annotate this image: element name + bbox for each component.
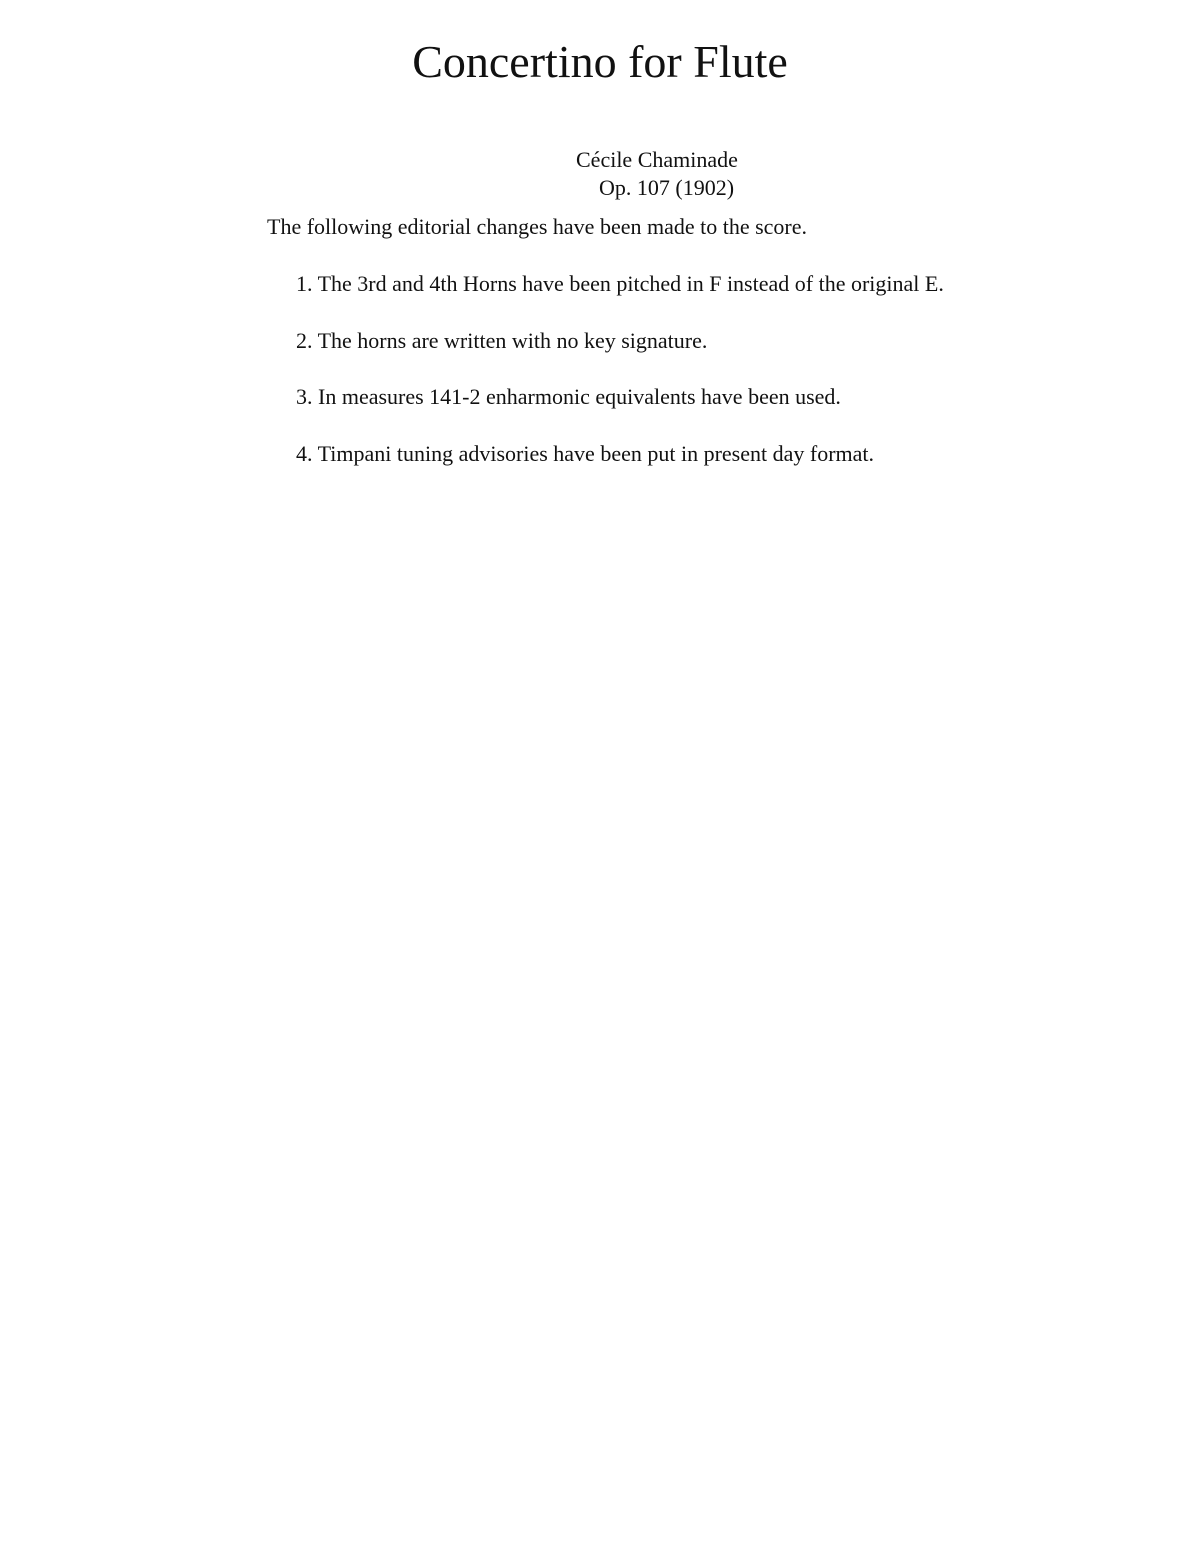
intro-text: The following editorial changes have been made to the score. bbox=[267, 214, 808, 239]
list-item: 2. The horns are written with no key signature. bbox=[296, 327, 708, 353]
opus-number: Op. 107 (1902) bbox=[599, 175, 735, 200]
list-item: 1. The 3rd and 4th Horns have been pitched in F instead of the original E. bbox=[296, 271, 944, 296]
editorial-changes-list bbox=[296, 270, 944, 496]
document-title: Concertino for Flute bbox=[412, 36, 788, 87]
list-item: 4. Timpani tuning advisories have been put in present day format. bbox=[296, 440, 875, 466]
list-item: 3. In measures 141-2 enharmonic equivalents have been used. bbox=[296, 384, 841, 409]
composer-name: Cécile Chaminade bbox=[576, 147, 738, 172]
